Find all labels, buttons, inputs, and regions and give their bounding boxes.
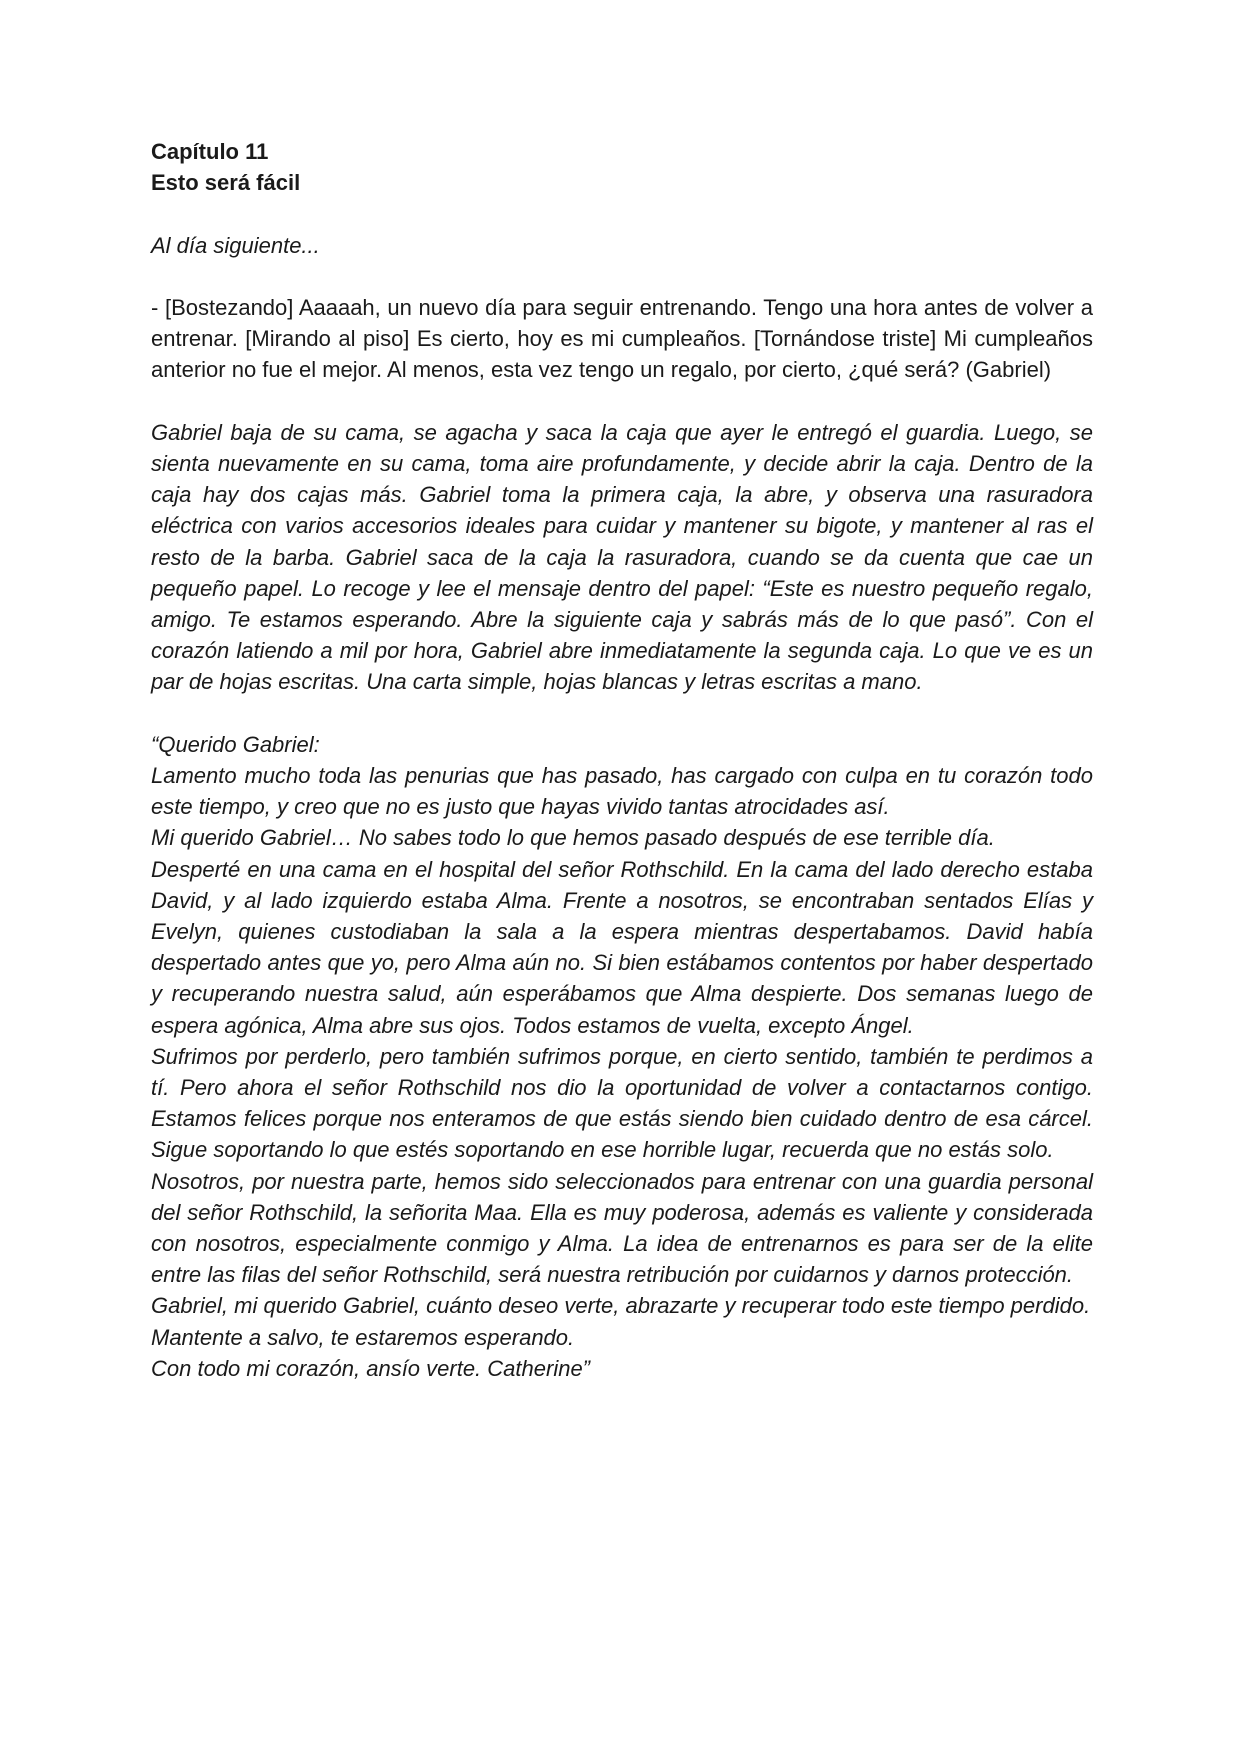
scene-marker: Al día siguiente... [151, 232, 320, 258]
letter-paragraph: Mantente a salvo, te estaremos esperando. [151, 1324, 575, 1350]
dialogue-paragraph: - [Bostezando] Aaaaah, un nuevo día para seguir entrenando. Tengo una hora antes de volver a entrenar. [Mirando al piso] Es cierto, hoy es mi cumpleaños. [Tornándose triste] Mi cumpleaños anterior no fue el mejor. Al menos, esta vez tengo un regalo, por cierto, ¿qué será? (Gabriel) [151, 294, 1093, 383]
letter-signoff: Con todo mi corazón, ansío verte. Catherine” [151, 1355, 591, 1381]
letter-paragraph: Sufrimos por perderlo, pero también sufrimos porque, en cierto sentido, también te perdimos a tí. Pero ahora el señor Rothschild nos dio la oportunidad de volver a contactarnos contigo. Estamos felices porque nos enteramos de que estás siendo bien cuidado dentro de esa cárcel. Sigue soportando lo que estés soportando en ese horrible lugar, recuerda que no estás solo. [151, 1043, 1093, 1163]
spacer [151, 386, 1093, 417]
spacer [151, 198, 1093, 229]
letter-paragraph: Lamento mucho toda las penurias que has pasado, has cargado con culpa en tu corazón todo este tiempo, y creo que no es justo que hayas vivido tantas atrocidades así. [151, 763, 1093, 820]
letter-paragraph: Mi querido Gabriel… No sabes todo lo que hemos pasado después de ese terrible día. [151, 825, 995, 851]
letter-paragraph: Nosotros, por nuestra parte, hemos sido seleccionados para entrenar con una guardia personal del señor Rothschild, la señorita Maa. Ella es muy poderosa, además es valiente y considerada con nosotros, especialmente conmigo y Alma. La idea de entrenarnos es para ser de la elite entre las filas del señor Rothschild, será nuestra retribución por cuidarnos y darnos protección. [151, 1168, 1093, 1288]
document-page [151, 136, 1093, 1384]
letter-greeting: “Querido Gabriel: [151, 731, 320, 757]
letter [151, 729, 1093, 1384]
spacer [151, 261, 1093, 292]
narration-paragraph: Gabriel baja de su cama, se agacha y saca la caja que ayer le entregó el guardia. Luego, se sienta nuevamente en su cama, toma aire profundamente, y decide abrir la caja. Dentro de la caja hay dos cajas más. Gabriel toma la primera caja, la abre, y observa una rasuradora eléctrica con varios accesorios ideales para cuidar y mantener su bigote, y mantener al ras el resto de la barba. Gabriel saca de la caja la rasuradora, cuando se da cuenta que cae un pequeño papel. Lo recoge y lee el mensaje dentro del papel: “Este es nuestro pequeño regalo, amigo. Te estamos esperando. Abre la siguiente caja y sabrás más de lo que pasó”. Con el corazón latiendo a mil por hora, Gabriel abre inmediatamente la segunda caja. Lo que ve es un par de hojas escritas. Una carta simple, hojas blancas y letras escritas a mano. [151, 419, 1093, 695]
chapter-title: Esto será fácil [151, 170, 301, 196]
letter-paragraph: Desperté en una cama en el hospital del señor Rothschild. En la cama del lado derecho estaba David, y al lado izquierdo estaba Alma. Frente a nosotros, se encontraban sentados Elías y Evelyn, quienes custodiaban la sala a la espera mientras despertabamos. David había despertado antes que yo, pero Alma aún no. Si bien estábamos contentos por haber despertado y recuperando nuestra salud, aún esperábamos que Alma despierte. Dos semanas luego de espera agónica, Alma abre sus ojos. Todos estamos de vuelta, excepto Ángel. [151, 856, 1093, 1038]
letter-paragraph: Gabriel, mi querido Gabriel, cuánto deseo verte, abrazarte y recuperar todo este tiempo perdido. [151, 1293, 1091, 1319]
spacer [151, 698, 1093, 729]
chapter-number: Capítulo 11 [151, 139, 269, 164]
